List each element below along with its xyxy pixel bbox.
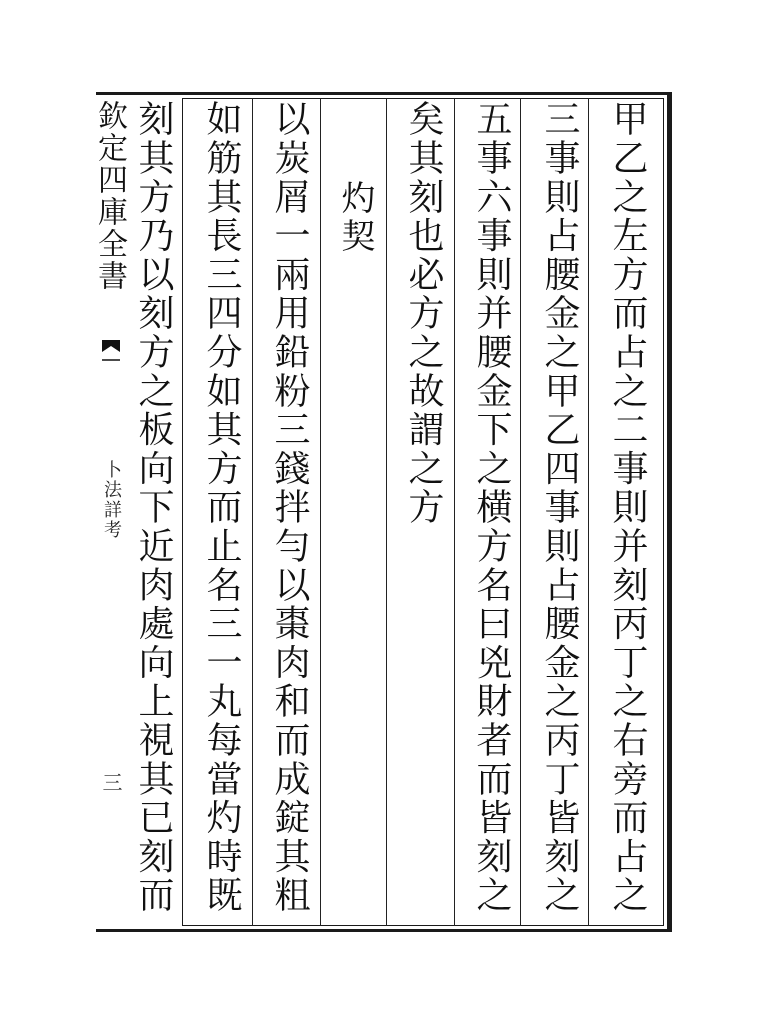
section-heading: 灼契	[335, 180, 375, 256]
column-divider	[520, 98, 521, 926]
page-number: 三	[99, 772, 123, 792]
column-divider	[320, 98, 321, 926]
text-column-7: 刻其方乃以刻方之板向下近肉處向上視其已刻而	[133, 100, 174, 915]
text-column-5: 以炭屑一兩用鉛粉三錢拌勻以棗肉和而成錠其粗	[269, 100, 310, 915]
column-divider	[588, 98, 589, 926]
fishtail-mark-icon	[100, 338, 122, 378]
margin-book-title: 欽定四庫全書	[92, 100, 127, 292]
text-column-3: 五事六事則并腰金下之横方名曰兇財者而皆刻之	[471, 100, 512, 915]
margin-section-title: 卜法詳考	[101, 460, 122, 540]
column-divider	[252, 98, 253, 926]
column-divider	[454, 98, 455, 926]
text-column-6: 如筋其長三四分如其方而止名三一丸每當灼時既	[201, 100, 242, 915]
text-column-1: 甲乙之左方而占之二事則并刻丙丁之右旁而占之	[607, 100, 648, 915]
text-column-2: 三事則占腰金之甲乙四事則占腰金之丙丁皆刻之	[539, 100, 580, 915]
text-column-4: 矣其刻也必方之故謂之方	[403, 100, 444, 527]
column-divider	[386, 98, 387, 926]
